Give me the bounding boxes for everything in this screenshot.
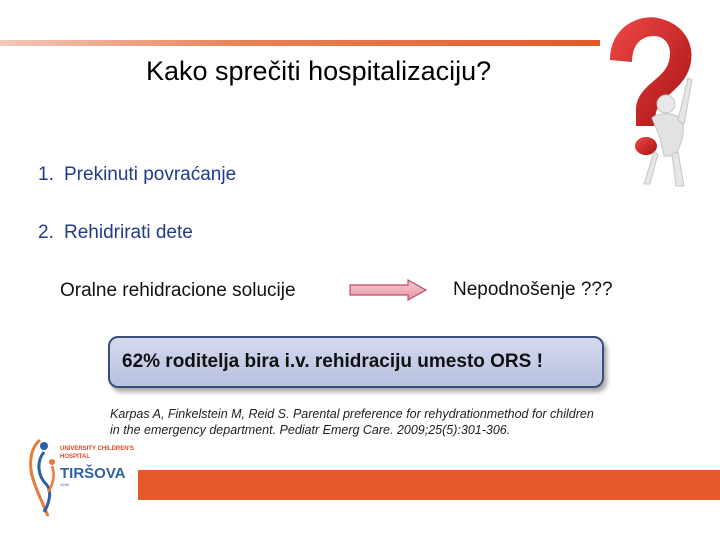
- logo-line2: HOSPITAL: [60, 454, 90, 460]
- list-item: [38, 222, 193, 244]
- right-arrow-icon: [348, 278, 428, 302]
- highlight-text: 62% roditelja bira i.v. rehidraciju umesto ORS !: [122, 351, 543, 372]
- ors-label: Oralne rehidracione solucije: [60, 280, 296, 301]
- top-accent-line: [0, 40, 600, 46]
- list-item-text: Rehidrirati dete: [64, 222, 193, 243]
- list-item-number: 1.: [38, 164, 54, 185]
- list-item: [38, 164, 236, 186]
- logo-line1: UNIVERSITY CHILDREN'S: [60, 446, 134, 452]
- list-item-text: Prekinuti povraćanje: [64, 164, 237, 185]
- logo-sub: 1940: [60, 482, 69, 487]
- bottom-accent-bar: [138, 470, 720, 500]
- logo-name: TIRŠOVA: [60, 465, 126, 482]
- hospital-logo: [22, 432, 142, 522]
- question-mark-figure-icon: [592, 8, 702, 198]
- highlight-box: [108, 336, 604, 388]
- citation: Karpas A, Finkelstein M, Reid S. Parental preference for rehydrationmethod for children in the emergency department. Pediatr Emerg Care. 2009;25(5):301-306.: [110, 407, 594, 437]
- list-item-number: 2.: [38, 222, 54, 243]
- slide-title: Kako sprečiti hospitalizaciju?: [146, 56, 492, 86]
- intolerance-label: Nepodnošenje ???: [453, 279, 613, 300]
